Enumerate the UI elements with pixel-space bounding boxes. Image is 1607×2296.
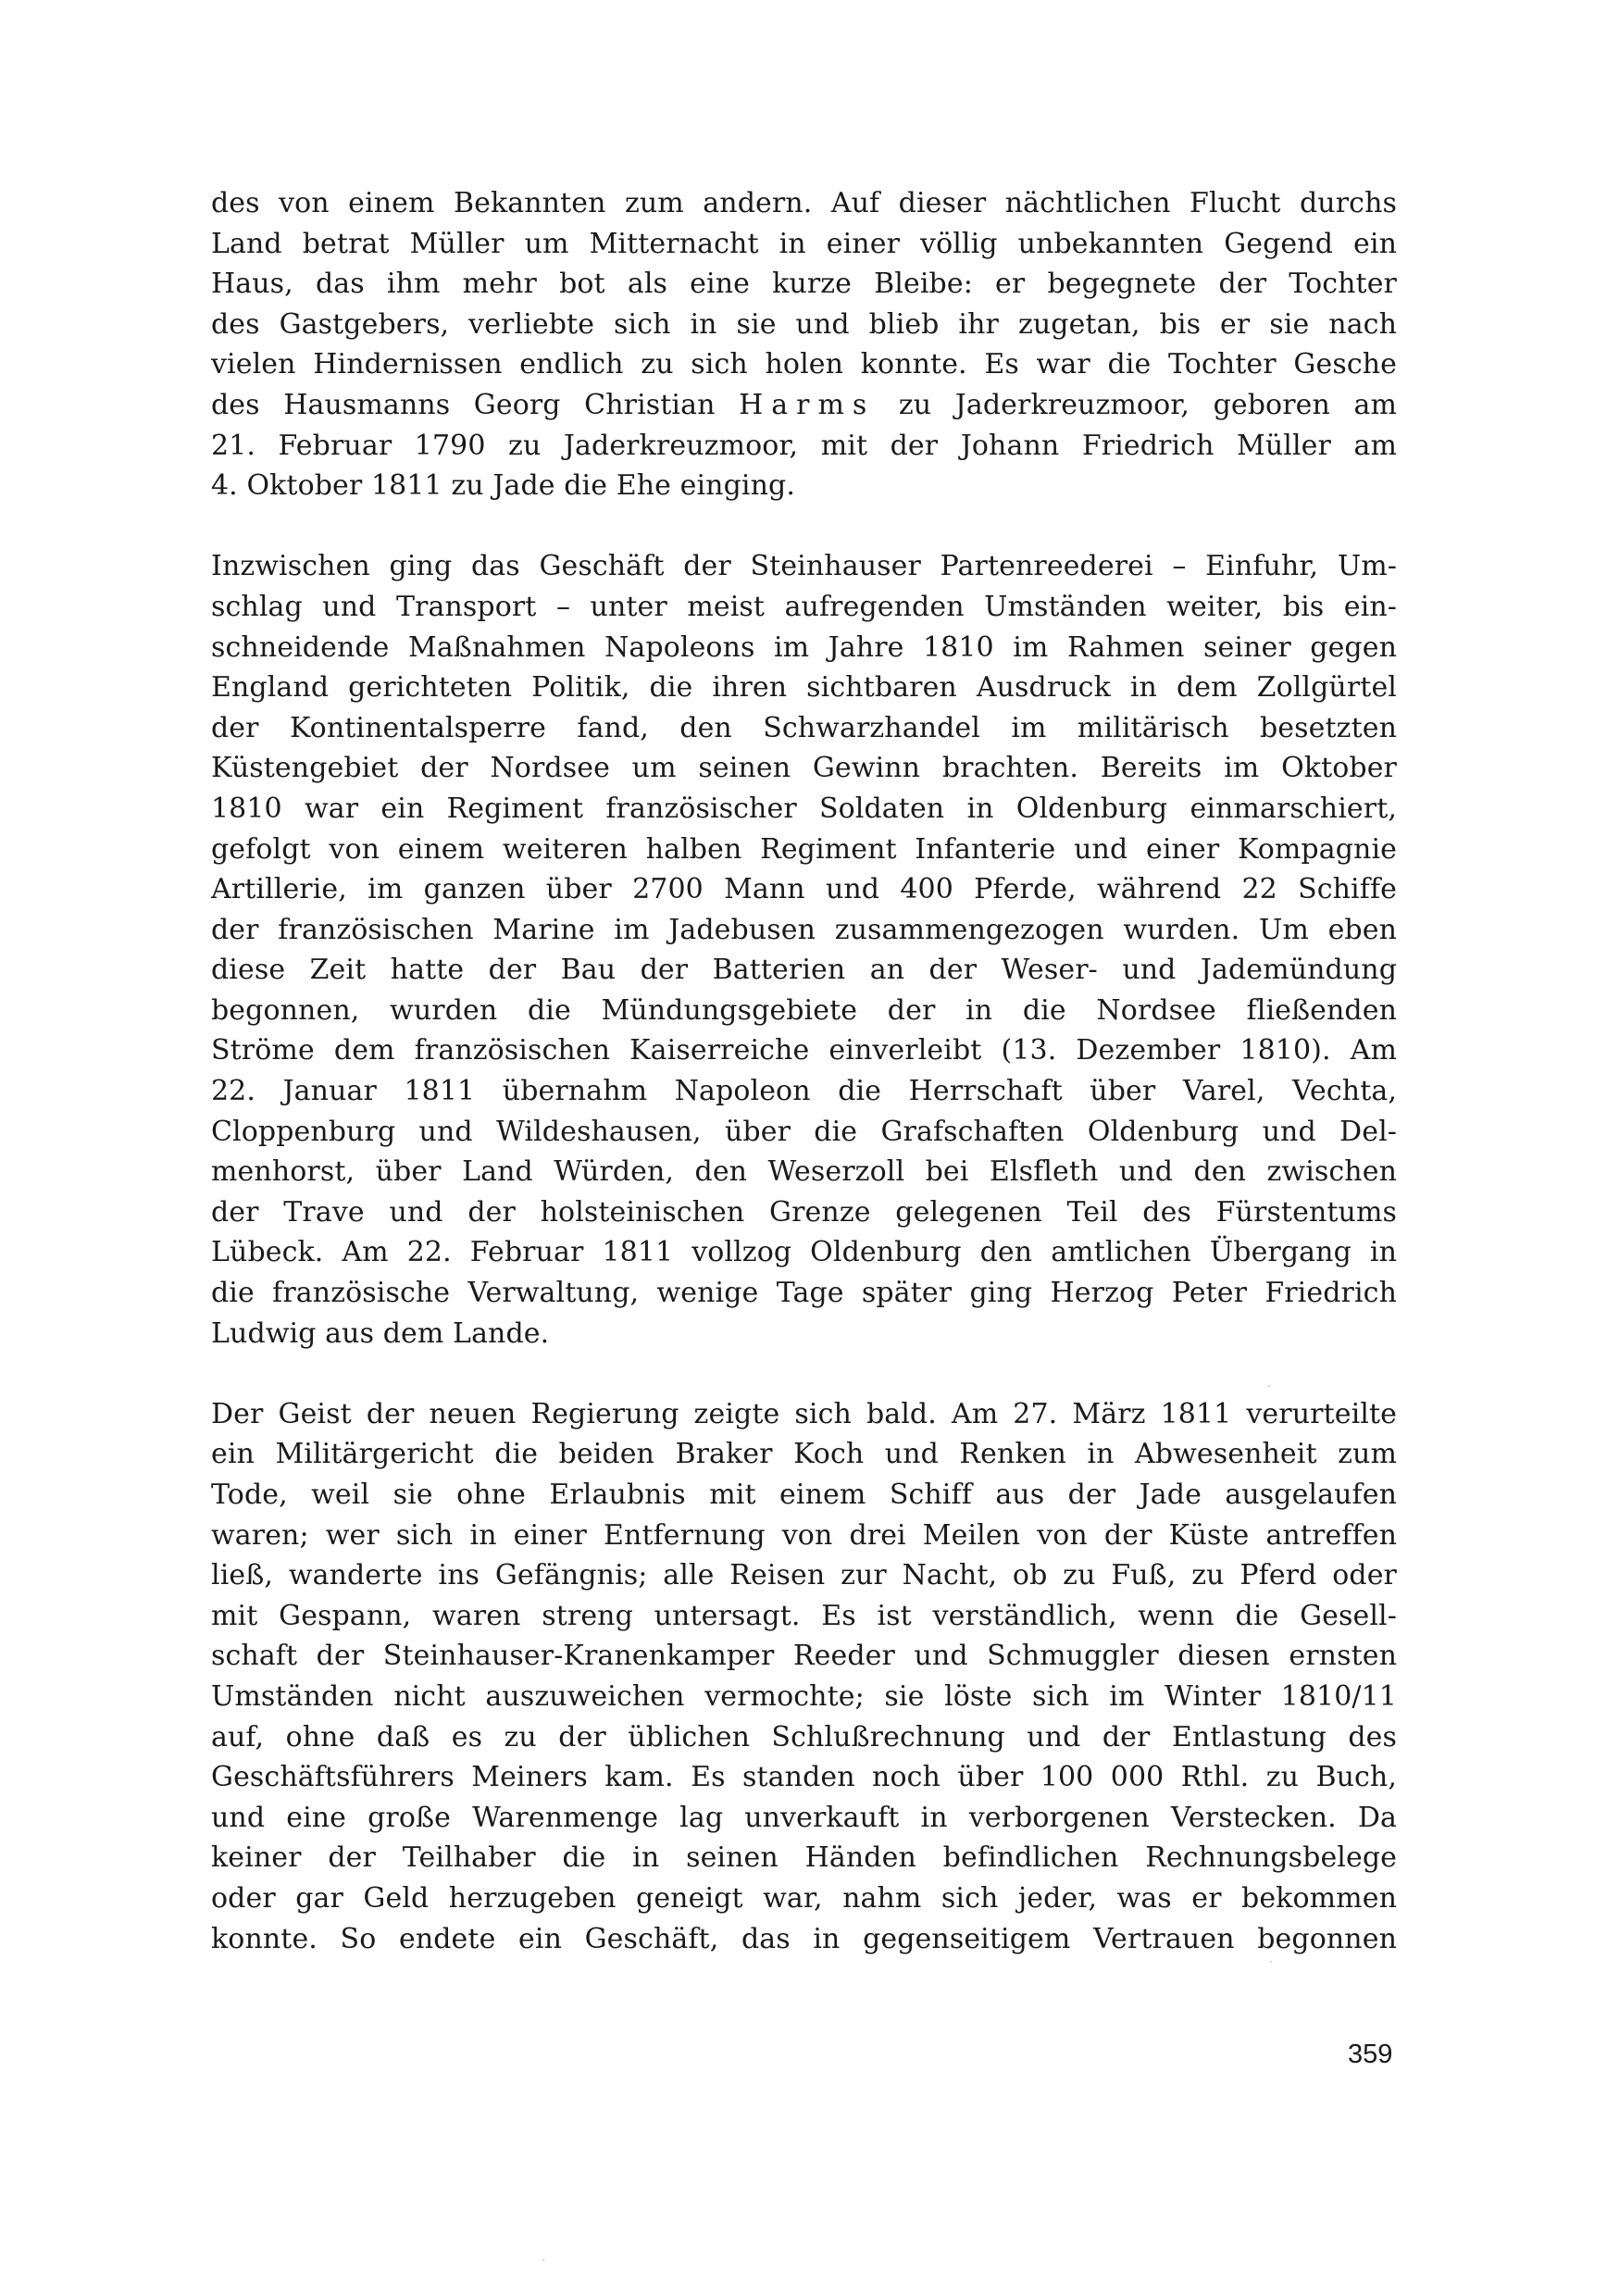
text-line: Ströme dem französischen Kaiserreiche einverleibt (13. Dezember 1810). Am [211,1034,1397,1067]
text-line: der französischen Marine im Jadebusen zusammengezogen wurden. Um eben [211,913,1397,946]
paragraph-gap [211,1354,1397,1394]
text-line: der Kontinentalsperre fand, den Schwarzhandel im militärisch besetzten [211,711,1397,744]
scan-speck [1270,1961,1272,1963]
text-line: 21. Februar 1790 zu Jaderkreuzmoor, mit der Johann Friedrich Müller am [211,429,1397,462]
text-line: gefolgt von einem weiteren halben Regiment Infanterie und einer Kompagnie [211,832,1397,866]
text-line: Küstengebiet der Nordsee um seinen Gewinn brachten. Bereits im Oktober [211,752,1397,785]
text-line: Geschäftsführers Meiners kam. Es standen noch über 100 000 Rthl. zu Buch, [211,1761,1397,1794]
text-line: Der Geist der neuen Regierung zeigte sich bald. Am 27. März 1811 verurteilte [211,1397,1397,1430]
text-line: 4. Oktober 1811 zu Jade die Ehe einging. [211,469,795,503]
text-line: des von einem Bekannten zum andern. Auf dieser nächtlichen Flucht durchs [211,187,1397,219]
text-line: Haus, das ihm mehr bot als eine kurze Bleibe: er begegnete der Tochter [211,268,1397,301]
text-line: Lübeck. Am 22. Februar 1811 vollzog Oldenburg den amtlichen Übergang in [211,1236,1397,1269]
text-line: 22. Januar 1811 übernahm Napoleon die Herrschaft über Varel, Vechta, [211,1075,1397,1108]
spaced-surname: Harms [739,388,876,421]
paragraph-2 [211,546,1397,1354]
text-line-spaced-name [211,385,1397,426]
text-before-name: des Hausmanns Georg Christian [211,388,716,421]
text-line: vielen Hindernissen endlich zu sich holen konnte. Es war die Tochter Gesche [211,348,1397,381]
text-line: schaft der Steinhauser-Kranenkamper Reeder und Schmuggler diesen ernsten [211,1640,1397,1673]
text-line: des Gastgebers, verliebte sich in sie und blieb ihr zugetan, bis er sie nach [211,307,1397,341]
text-line: oder gar Geld herzugeben geneigt war, nahm sich jeder, was er bekommen [211,1881,1397,1915]
text-line: Cloppenburg und Wildeshausen, über die Grafschaften Oldenburg und Del- [211,1115,1397,1148]
text-after-name: zu Jaderkreuzmoor, geboren am [898,388,1398,421]
text-line: Inzwischen ging das Geschäft der Steinhauser Partenreederei – Einfuhr, Um- [211,550,1397,583]
paragraph-3 [211,1394,1397,1959]
text-line: England gerichteten Politik, die ihren sichtbaren Ausdruck in dem Zollgürtel [211,671,1397,705]
text-line: schlag und Transport – unter meist aufregenden Umständen weiter, bis ein- [211,590,1397,623]
text-line: diese Zeit hatte der Bau der Batterien an der Weser- und Jademündung [211,954,1397,987]
scan-speck [542,2259,544,2261]
document-page [211,183,1397,1959]
page-number: 359 [1348,2040,1393,2069]
paragraph-gap [211,506,1397,547]
text-line: mit Gespann, waren streng untersagt. Es ist verständlich, wenn die Gesell- [211,1599,1397,1632]
paragraph-1 [211,183,1397,506]
text-line: waren; wer sich in einer Entfernung von drei Meilen von der Küste antreffen [211,1518,1397,1552]
text-line: konnte. So endete ein Geschäft, das in gegenseitigem Vertrauen begonnen [211,1922,1397,1955]
text-line: Land betrat Müller um Mitternacht in einer völlig unbekannten Gegend ein [211,227,1397,260]
text-line: der Trave und der holsteinischen Grenze gelegenen Teil des Fürstentums [211,1195,1397,1229]
scan-speck [1268,1385,1270,1387]
text-line: Ludwig aus dem Lande. [211,1316,550,1350]
text-line: schneidende Maßnahmen Napoleons im Jahre 1810 im Rahmen seiner gegen [211,630,1397,664]
text-line: und eine große Warenmenge lag unverkauft in verborgenen Verstecken. Da [211,1801,1397,1834]
text-line: die französische Verwaltung, wenige Tage später ging Herzog Peter Friedrich [211,1277,1397,1310]
text-line: Umständen nicht auszuweichen vermochte; sie löste sich im Winter 1810/11 [211,1679,1397,1713]
text-line: ließ, wanderte ins Gefängnis; alle Reisen zur Nacht, ob zu Fuß, zu Pferd oder [211,1559,1397,1592]
text-line: keiner der Teilhaber die in seinen Händen befindlichen Rechnungsbelege [211,1841,1397,1875]
text-line: Artillerie, im ganzen über 2700 Mann und 400 Pferde, während 22 Schiffe [211,873,1397,906]
text-line: begonnen, wurden die Mündungsgebiete der in die Nordsee fließenden [211,993,1397,1027]
text-line: auf, ohne daß es zu der üblichen Schlußrechnung und der Entlastung des [211,1720,1397,1753]
text-line: ein Militärgericht die beiden Braker Koch und Renken in Abwesenheit zum [211,1438,1397,1471]
text-line: menhorst, über Land Würden, den Weserzoll bei Elsfleth und den zwischen [211,1155,1397,1189]
text-line: 1810 war ein Regiment französischer Soldaten in Oldenburg einmarschiert, [211,792,1397,825]
text-line: Tode, weil sie ohne Erlaubnis mit einem Schiff aus der Jade ausgelaufen [211,1479,1397,1511]
